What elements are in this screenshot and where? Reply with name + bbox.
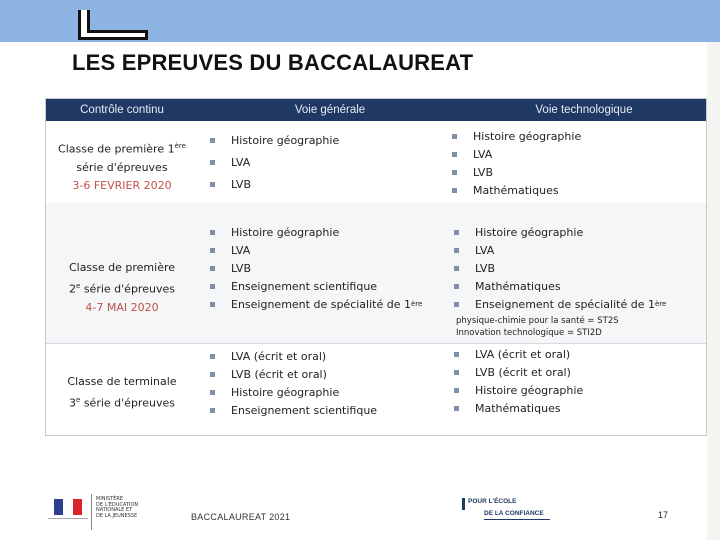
list-item: LVB	[452, 163, 581, 181]
bullet-icon	[454, 406, 459, 411]
row3-label: Classe de terminale 3e série d'épreuves	[67, 375, 177, 410]
bullet-icon	[454, 248, 459, 253]
bullet-icon	[210, 138, 215, 143]
row1-techno-list	[452, 127, 581, 199]
bullet-icon	[452, 170, 457, 175]
exam-table	[45, 98, 707, 436]
bullet-icon	[210, 408, 215, 413]
page-number: 17	[658, 510, 669, 520]
header-controle-continu: Contrôle continu	[46, 99, 198, 121]
list-item: Mathématiques	[454, 399, 583, 417]
bullet-icon	[210, 266, 215, 271]
page-title: LES EPREUVES DU BACCALAUREAT	[72, 50, 474, 75]
bullet-icon	[454, 266, 459, 271]
list-item: Histoire géographie	[210, 129, 339, 151]
right-strip	[707, 42, 720, 540]
row2-techno-notes: physique-chimie pour la santé = ST2S Innovation technologique = STI2D	[456, 316, 619, 338]
row1-date: 3-6 FEVRIER 2020	[72, 178, 172, 192]
bullet-icon	[210, 354, 215, 359]
row1-general-list	[210, 129, 339, 195]
list-item: Histoire géographie	[210, 383, 377, 401]
list-item: LVB	[454, 259, 666, 277]
bullet-icon	[452, 134, 457, 139]
bullet-icon	[452, 188, 457, 193]
list-item: Histoire géographie	[452, 127, 581, 145]
row-divider	[46, 343, 706, 344]
bullet-icon	[454, 284, 459, 289]
bullet-icon	[452, 152, 457, 157]
list-item: Histoire géographie	[454, 381, 583, 399]
bullet-icon	[454, 302, 459, 307]
bullet-icon	[210, 248, 215, 253]
list-item: Histoire géographie	[210, 223, 422, 241]
bullet-icon	[210, 284, 215, 289]
footer-label: BACCALAUREAT 2021	[191, 512, 291, 522]
french-flag-icon	[54, 499, 82, 515]
list-item: LVA (écrit et oral)	[210, 347, 377, 365]
header-voie-generale: Voie générale	[198, 99, 462, 121]
list-item: Enseignement scientifique	[210, 401, 377, 419]
ministry-name: MINISTÈRE DE L'ÉDUCATION NATIONALE ET DE LA JEUNESSE	[96, 496, 139, 519]
list-item: Enseignement de spécialité de 1 ère	[454, 295, 666, 313]
row2-general-list	[210, 223, 422, 313]
bullet-icon	[210, 182, 215, 187]
list-item: LVA	[454, 241, 666, 259]
header-voie-technologique: Voie technologique	[462, 99, 706, 121]
list-item: LVB (écrit et oral)	[454, 363, 583, 381]
list-item: Mathématiques	[452, 181, 581, 199]
list-item: Enseignement scientifique	[210, 277, 422, 295]
row3-techno-list	[454, 345, 583, 417]
ministry-logo	[44, 494, 150, 530]
bullet-icon	[454, 370, 459, 375]
list-item: LVB (écrit et oral)	[210, 365, 377, 383]
bullet-icon	[454, 388, 459, 393]
bullet-icon	[210, 302, 215, 307]
row2-techno-list	[454, 223, 666, 313]
list-item: Enseignement de spécialité de 1 ère	[210, 295, 422, 313]
row1-label: Classe de première 1ère série d'épreuves 3-6 FEVRIER 2020	[46, 137, 198, 195]
bullet-icon	[210, 160, 215, 165]
list-item: LVA	[452, 145, 581, 163]
list-item: Histoire géographie	[454, 223, 666, 241]
row2-label: Classe de première 2e série d'épreuves 4-7 MAI 2020	[46, 259, 198, 317]
list-item: LVA (écrit et oral)	[454, 345, 583, 363]
list-item: LVB	[210, 173, 339, 195]
bullet-icon	[210, 390, 215, 395]
row2-date: 4-7 MAI 2020	[85, 300, 159, 314]
bullet-icon	[454, 230, 459, 235]
bullet-icon	[210, 372, 215, 377]
corner-bracket-logo	[78, 10, 148, 40]
list-item: LVB	[210, 259, 422, 277]
list-item: Mathématiques	[454, 277, 666, 295]
bullet-icon	[210, 230, 215, 235]
bullet-icon	[454, 352, 459, 357]
row3-general-list	[210, 347, 377, 419]
ecole-confiance-logo: POUR L'ÉCOLE DE LA CONFIANCE	[462, 498, 552, 522]
list-item: LVA	[210, 241, 422, 259]
list-item: LVA	[210, 151, 339, 173]
